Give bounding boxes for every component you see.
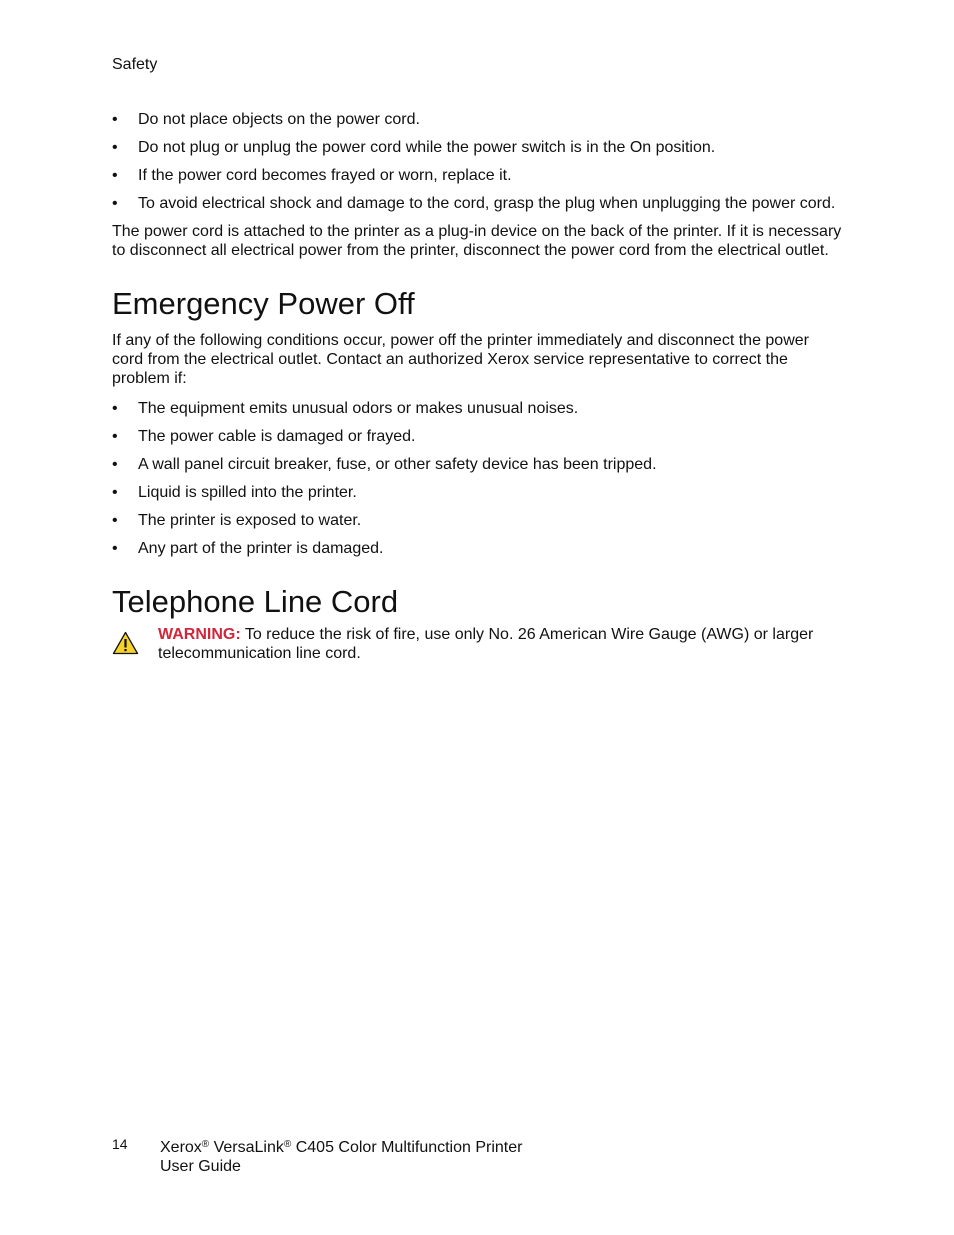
telephone-heading: Telephone Line Cord	[112, 584, 399, 619]
warning-triangle-icon	[112, 631, 139, 655]
page-number: 14	[112, 1136, 128, 1152]
footer-title	[160, 1138, 522, 1176]
registered-mark: ®	[201, 1139, 210, 1150]
list-item: • If the power cord becomes frayed or worn, replace it.	[112, 166, 842, 185]
power-cord-bullet-list	[112, 110, 842, 213]
list-item: • Any part of the printer is damaged.	[112, 539, 842, 558]
list-item: • Do not plug or unplug the power cord while the power switch is in the On position.	[112, 138, 842, 157]
list-item: • The power cable is damaged or frayed.	[112, 427, 842, 446]
list-item: • To avoid electrical shock and damage to the cord, grasp the plug when unplugging the power cord.	[112, 194, 842, 213]
list-item: • A wall panel circuit breaker, fuse, or other safety device has been tripped.	[112, 455, 842, 474]
list-item: • Do not place objects on the power cord.	[112, 110, 842, 129]
power-cord-paragraph: The power cord is attached to the printer as a plug-in device on the back of the printer. If it is necessary to disconnect all electrical power from the printer, disconnect the power cord from the electrical outlet.	[112, 223, 842, 259]
emergency-bullet-list	[112, 399, 842, 558]
list-item: • Liquid is spilled into the printer.	[112, 483, 842, 502]
footer-model: C405 Color Multifunction Printer	[291, 1139, 523, 1156]
power-cord-section	[112, 110, 842, 260]
list-item: • The equipment emits unusual odors or makes unusual noises.	[112, 399, 842, 418]
footer-doc-type: User Guide	[160, 1158, 241, 1175]
emergency-heading: Emergency Power Off	[112, 286, 415, 321]
footer-product-line	[160, 1138, 522, 1157]
warning-notice	[112, 625, 842, 663]
footer-product-name: VersaLink	[209, 1139, 284, 1156]
list-item: • The printer is exposed to water.	[112, 511, 842, 530]
running-header: Safety	[112, 56, 158, 73]
footer-brand: Xerox	[160, 1139, 202, 1156]
registered-mark: ®	[283, 1139, 292, 1150]
page-content	[112, 110, 842, 663]
warning-text: To reduce the risk of fire, use only No. 26 American Wire Gauge (AWG) or larger telecommunication line cord.	[158, 626, 814, 662]
warning-label: WARNING:	[158, 626, 241, 643]
emergency-section	[112, 285, 842, 558]
emergency-intro: If any of the following conditions occur, power off the printer immediately and disconnect the power cord from the electrical outlet. Contact an authorized Xerox service representative to correct the problem if:	[112, 332, 809, 387]
telephone-section	[112, 583, 842, 663]
